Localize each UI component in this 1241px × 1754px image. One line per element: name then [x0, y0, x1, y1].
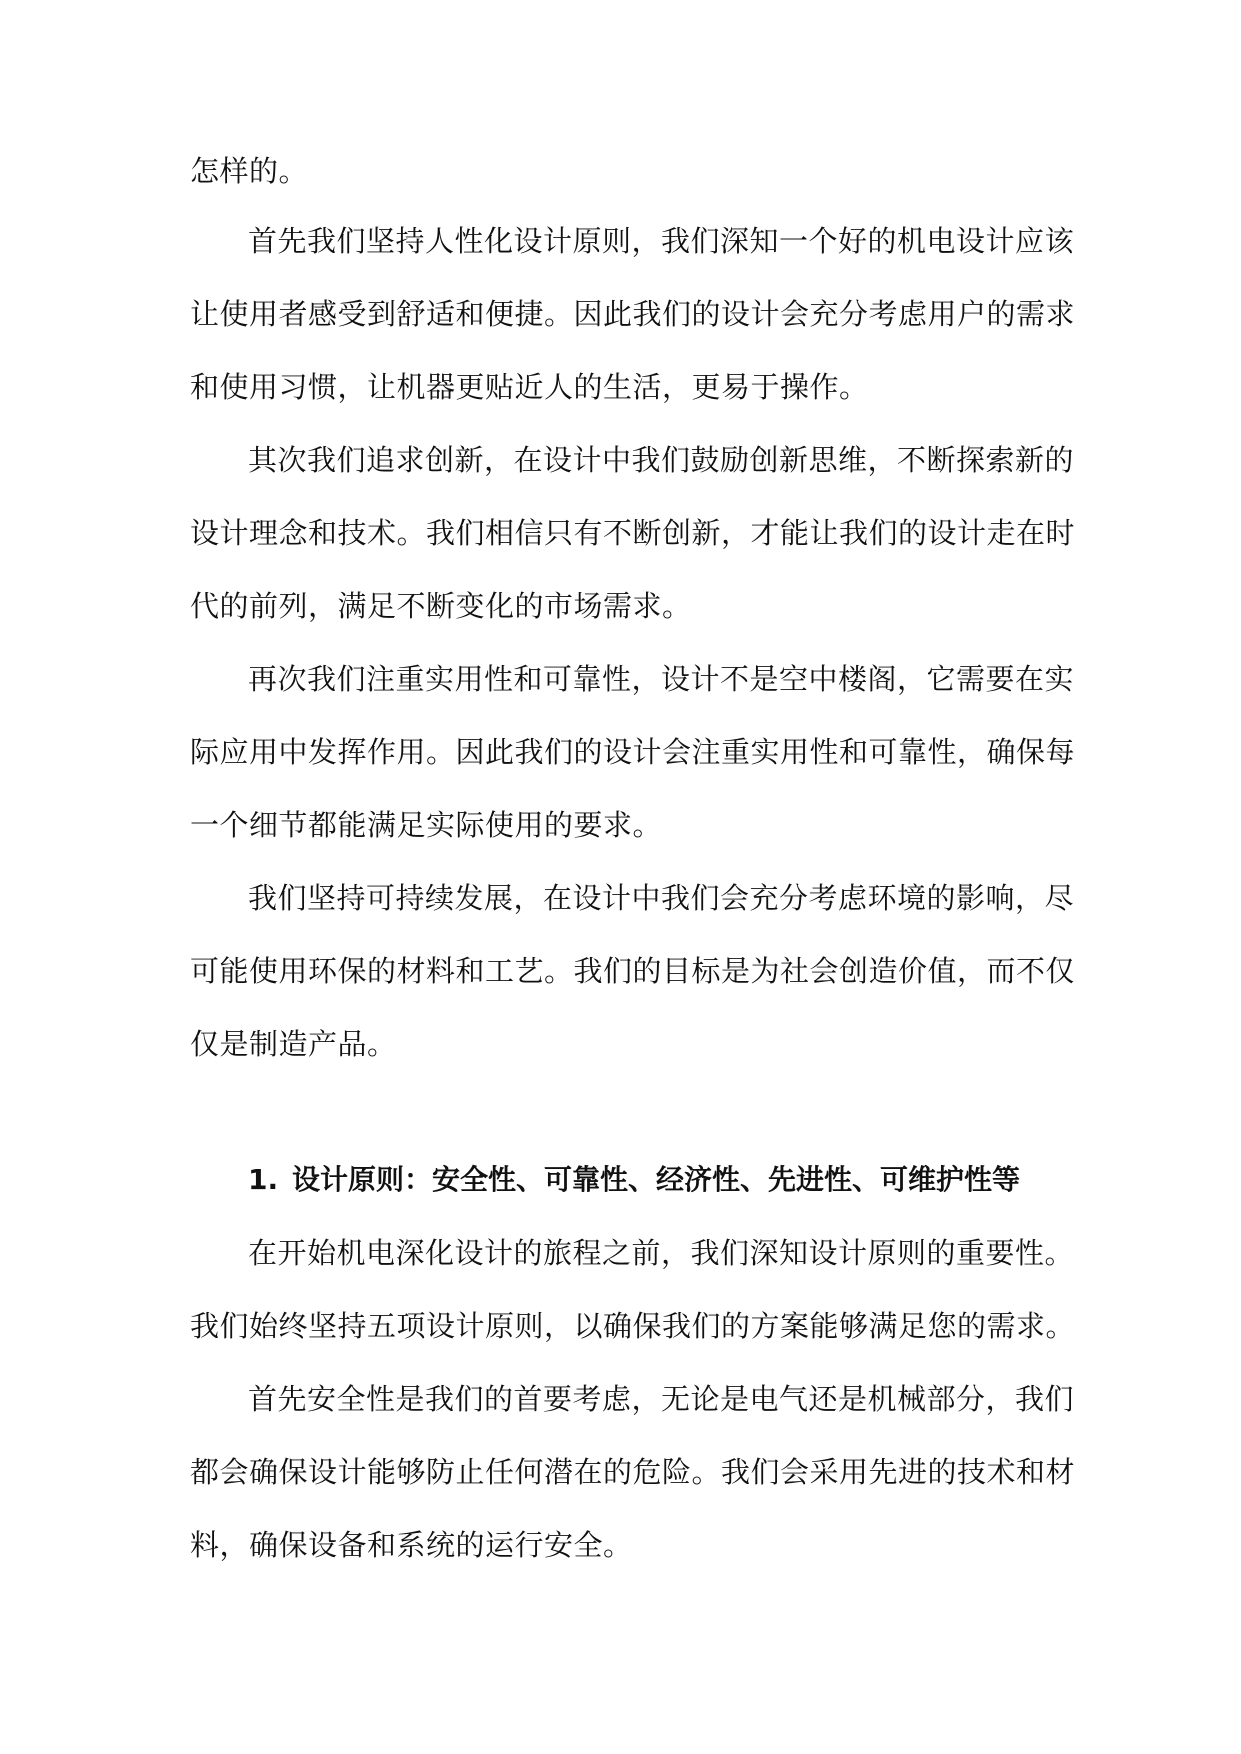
paragraph-line: 仅是制造产品。	[190, 1027, 397, 1061]
paragraph-line: 我们始终坚持五项设计原则，以确保我们的方案能够满足您的需求。	[190, 1309, 1076, 1343]
paragraph-line: 再次我们注重实用性和可靠性，设计不是空中楼阁，它需要在实	[248, 662, 1075, 696]
section-heading-text: 设计原则：安全性、可靠性、经济性、先进性、可维护性等	[292, 1163, 1021, 1196]
paragraph-line: 可能使用环保的材料和工艺。我们的目标是为社会创造价值，而不仅	[190, 954, 1076, 988]
paragraph-line: 首先安全性是我们的首要考虑，无论是电气还是机械部分，我们	[248, 1382, 1075, 1416]
paragraph-line: 怎样的。	[190, 154, 309, 188]
paragraph-line: 都会确保设计能够防止任何潜在的危险。我们会采用先进的技术和材	[190, 1455, 1076, 1489]
paragraph-line: 在开始机电深化设计的旅程之前，我们深知设计原则的重要性。	[248, 1236, 1075, 1270]
paragraph-line: 设计理念和技术。我们相信只有不断创新，才能让我们的设计走在时	[190, 516, 1076, 550]
paragraph-line: 我们坚持可持续发展，在设计中我们会充分考虑环境的影响，尽	[248, 881, 1075, 915]
paragraph-line: 和使用习惯，让机器更贴近人的生活，更易于操作。	[190, 370, 869, 404]
paragraph-line: 首先我们坚持人性化设计原则，我们深知一个好的机电设计应该	[248, 224, 1075, 258]
paragraph-line: 代的前列，满足不断变化的市场需求。	[190, 589, 692, 623]
paragraph-line: 一个细节都能满足实际使用的要求。	[190, 808, 663, 842]
section-heading	[248, 1158, 1088, 1202]
paragraph-line: 际应用中发挥作用。因此我们的设计会注重实用性和可靠性，确保每	[190, 735, 1076, 769]
section-heading-number: 1.	[248, 1163, 279, 1196]
paragraph-line: 其次我们追求创新，在设计中我们鼓励创新思维，不断探索新的	[248, 443, 1075, 477]
paragraph-line: 料，确保设备和系统的运行安全。	[190, 1528, 633, 1562]
paragraph-line: 让使用者感受到舒适和便捷。因此我们的设计会充分考虑用户的需求	[190, 297, 1076, 331]
